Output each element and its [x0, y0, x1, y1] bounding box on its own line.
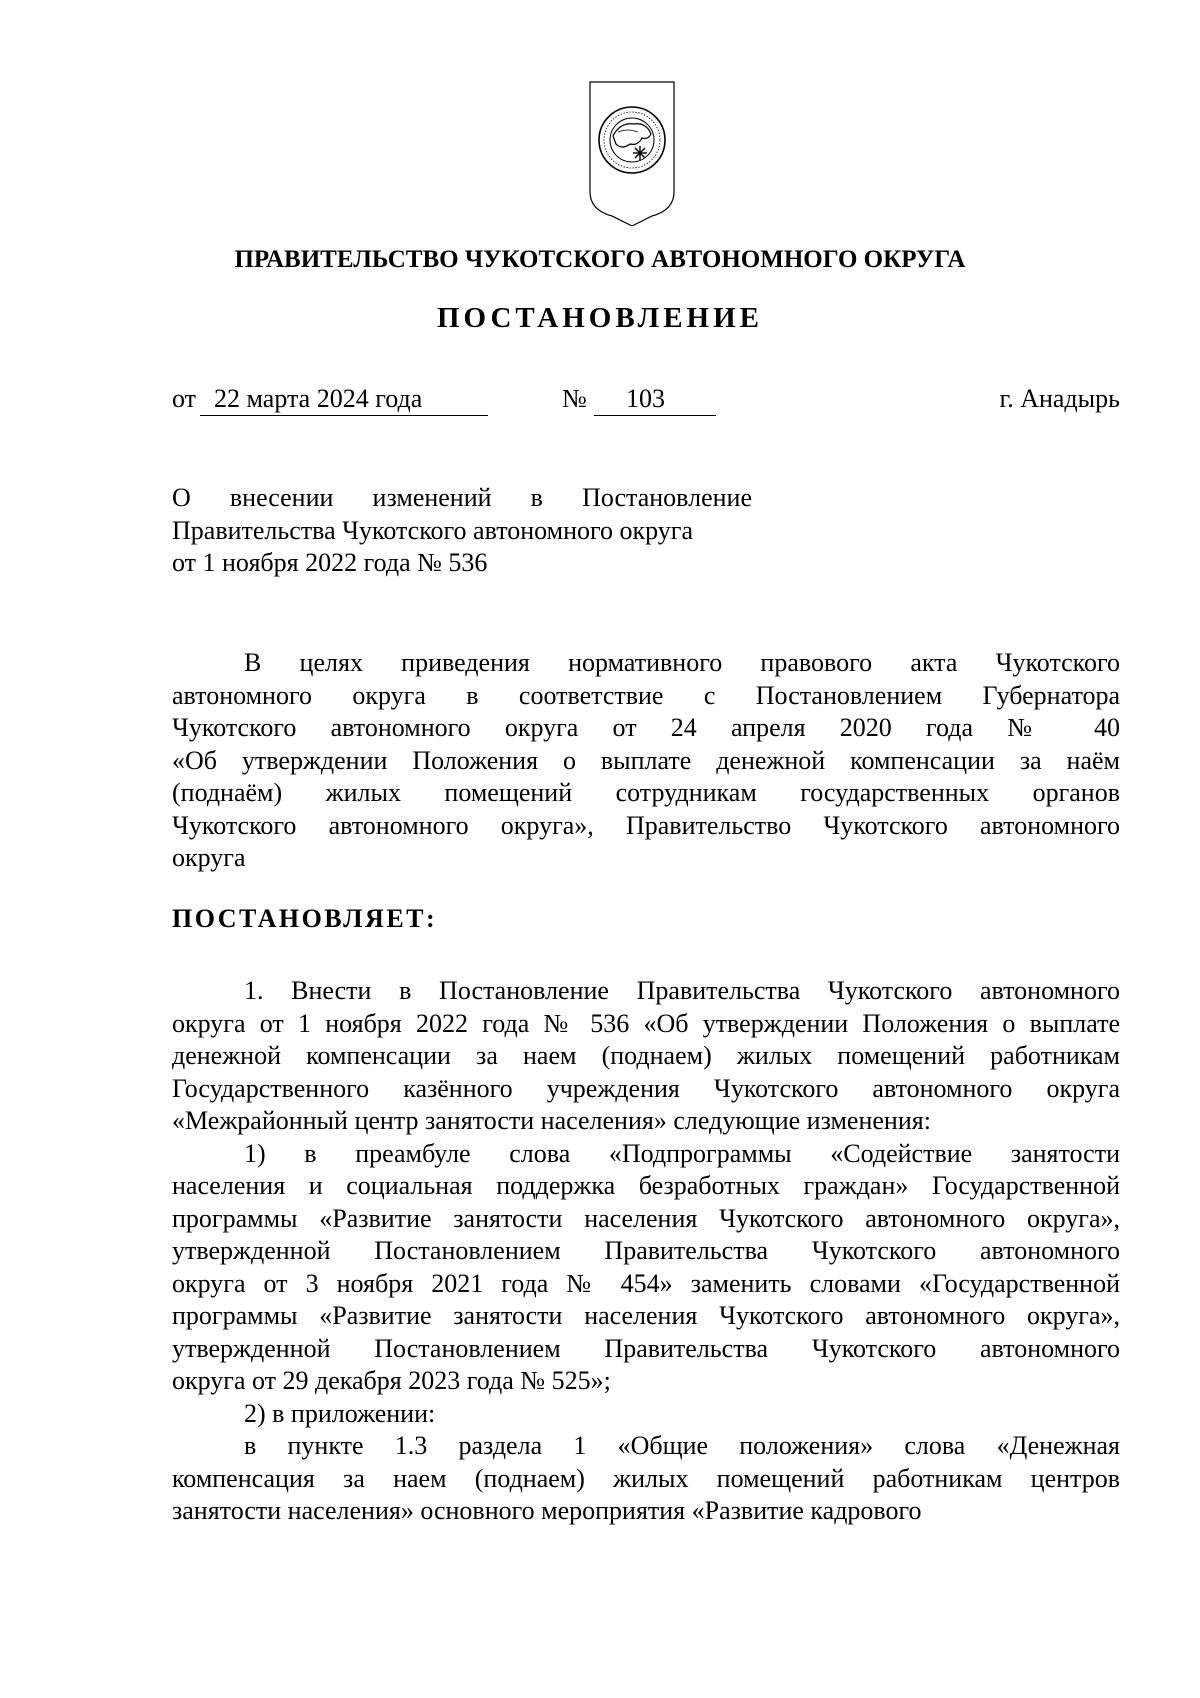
- preamble-line: округа: [172, 843, 246, 872]
- body-line: 1) в преамбуле слова «Подпрограммы «Содействие занятости: [244, 1138, 1120, 1168]
- body-line: занятости населения» основного мероприятия «Развитие кадрового: [172, 1496, 922, 1525]
- preamble-line: Чукотского автономного округа», Правительство Чукотского автономного: [172, 810, 1120, 840]
- body-line: населения и социальная поддержка безработных граждан» Государственной: [172, 1171, 1120, 1200]
- body-line: в пункте 1.3 раздела 1 «Общие положения» слова «Денежная: [244, 1431, 1120, 1460]
- body-line: программы «Развитие занятости населения Чукотского автономного округа»,: [172, 1203, 1120, 1233]
- body-line: компенсация за наем (поднаем) жилых помещений работникам центров: [172, 1463, 1120, 1493]
- body-line: Государственного казённого учреждения Чукотского автономного округа: [172, 1073, 1120, 1103]
- body-line: утвержденной Постановлением Правительства Чукотского автономного: [172, 1333, 1120, 1363]
- preamble-line: В целях приведения нормативного правового акта Чукотского: [244, 648, 1120, 677]
- preamble: [172, 647, 1120, 875]
- body-line: округа от 3 ноября 2021 года № 454» заменить словами «Государственной: [172, 1268, 1120, 1298]
- document-number: 103: [626, 384, 665, 413]
- number-underline: [594, 415, 716, 416]
- preamble-line: Чукотского автономного округа от 24 апреля 2020 года № 40: [172, 713, 1120, 742]
- document-date: 22 марта 2024 года: [214, 384, 423, 413]
- subject-line: от 1 ноября 2022 года № 536: [172, 548, 488, 577]
- resolution-body: [172, 975, 1120, 1528]
- coat-of-arms-icon: [588, 80, 676, 226]
- document-type: ПОСТАНОВЛЕНИЕ: [436, 302, 763, 334]
- body-line: «Межрайонный центр занятости населения» следующие изменения:: [172, 1106, 931, 1135]
- body-line: программы «Развитие занятости населения Чукотского автономного округа»,: [172, 1301, 1120, 1330]
- document-meta: [172, 382, 1120, 418]
- number-label: №: [562, 384, 587, 413]
- body-line: утвержденной Постановлением Правительства Чукотского автономного: [172, 1236, 1120, 1265]
- body-line: округа от 1 ноября 2022 года № 536 «Об утверждении Положения о выплате: [172, 1008, 1120, 1038]
- body-line: 1. Внести в Постановление Правительства Чукотского автономного: [244, 976, 1120, 1005]
- body-line: округа от 29 декабря 2023 года № 525»;: [172, 1366, 611, 1395]
- subject-line: О внесении изменений в Постановление: [172, 483, 752, 512]
- preamble-line: автономного округа в соответствие с Постановлением Губернатора: [172, 680, 1120, 710]
- date-prefix: от: [172, 384, 197, 413]
- preamble-line: «Об утверждении Положения о выплате денежной компенсации за наём: [172, 745, 1120, 775]
- subject-block: [172, 482, 752, 580]
- city: г. Анадырь: [999, 384, 1120, 413]
- body-line: денежной компенсации за наем (поднаем) жилых помещений работникам: [172, 1041, 1120, 1070]
- government-title: ПРАВИТЕЛЬСТВО ЧУКОТСКОГО АВТОНОМНОГО ОКРУГА: [234, 246, 966, 273]
- resolve-heading: ПОСТАНОВЛЯЕТ:: [172, 904, 438, 933]
- date-underline: [200, 415, 488, 416]
- subject-line: Правительства Чукотского автономного округа: [172, 515, 694, 545]
- preamble-line: (поднаём) жилых помещений сотрудникам государственных органов: [172, 778, 1120, 807]
- body-line: 2) в приложении:: [244, 1398, 436, 1428]
